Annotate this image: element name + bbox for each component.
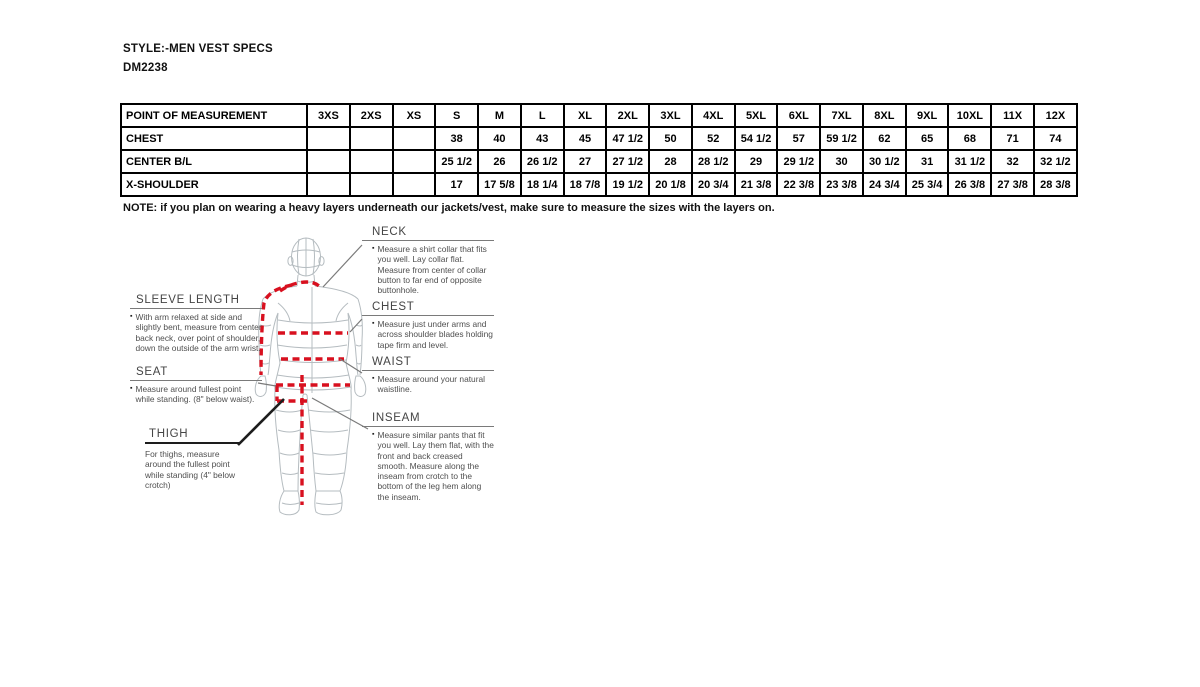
body-wireframe: [255, 238, 366, 515]
label-inseam-title: INSEAM: [362, 412, 494, 427]
table-cell: 74: [1034, 127, 1077, 150]
style-code: DM2238: [123, 62, 168, 74]
table-cell: [307, 150, 350, 173]
size-chart-container: [120, 103, 1076, 197]
table-cell: 52: [692, 127, 735, 150]
table-row: [121, 127, 1077, 150]
bullet-icon: ▪: [130, 385, 133, 392]
label-chest-desc: Measure just under arms and across shoulder blades holding tape firm and level.: [377, 319, 493, 350]
column-header-3xs: 3XS: [307, 104, 350, 127]
table-cell: 26 1/2: [521, 150, 564, 173]
table-cell: [350, 173, 393, 196]
label-sleeve-length: [130, 294, 262, 353]
label-waist: [362, 356, 494, 395]
table-cell: 27 1/2: [606, 150, 649, 173]
column-header-xs: XS: [393, 104, 436, 127]
column-header-3xl: 3XL: [649, 104, 692, 127]
table-cell: 17: [435, 173, 478, 196]
bullet-icon: ▪: [130, 313, 133, 320]
label-sleeve-length-title: SLEEVE LENGTH: [130, 294, 262, 309]
table-cell: 54 1/2: [735, 127, 778, 150]
row-label: CENTER B/L: [121, 150, 307, 173]
table-cell: 28 3/8: [1034, 173, 1077, 196]
table-cell: 30 1/2: [863, 150, 906, 173]
label-neck: [362, 226, 494, 295]
table-cell: 62: [863, 127, 906, 150]
table-cell: 20 1/8: [649, 173, 692, 196]
table-cell: 32: [991, 150, 1034, 173]
header-point-of-measurement: POINT OF MEASUREMENT: [121, 104, 307, 127]
label-chest: [362, 301, 494, 350]
table-cell: 40: [478, 127, 521, 150]
row-label: X-SHOULDER: [121, 173, 307, 196]
table-cell: 28: [649, 150, 692, 173]
table-cell: 25 3/4: [906, 173, 949, 196]
label-waist-desc: Measure around your natural waistline.: [377, 374, 486, 395]
label-inseam: [362, 412, 494, 502]
table-cell: 30: [820, 150, 863, 173]
table-cell: 31 1/2: [948, 150, 991, 173]
column-header-2xl: 2XL: [606, 104, 649, 127]
table-cell: 32 1/2: [1034, 150, 1077, 173]
label-seat-desc: Measure around fullest point while standing. (8" below waist).: [135, 384, 255, 405]
column-header-12x: 12X: [1034, 104, 1077, 127]
table-cell: [350, 150, 393, 173]
column-header-8xl: 8XL: [863, 104, 906, 127]
table-cell: 23 3/8: [820, 173, 863, 196]
waist-callout: [340, 359, 362, 373]
table-cell: 38: [435, 127, 478, 150]
table-cell: 21 3/8: [735, 173, 778, 196]
column-header-s: S: [435, 104, 478, 127]
table-cell: 26 3/8: [948, 173, 991, 196]
table-cell: [307, 127, 350, 150]
bullet-icon: ▪: [372, 431, 375, 438]
style-title: STYLE:-MEN VEST SPECS: [123, 43, 273, 55]
label-sleeve-length-desc: With arm relaxed at side and slightly bent, measure from center back neck, over point of shoulder, down the outside of the arm wrist.: [135, 312, 262, 353]
table-cell: 50: [649, 127, 692, 150]
table-row: [121, 173, 1077, 196]
label-thigh-title: THIGH: [145, 428, 241, 444]
bullet-icon: ▪: [372, 320, 375, 327]
size-table: [120, 103, 1078, 197]
column-header-7xl: 7XL: [820, 104, 863, 127]
label-seat: [130, 366, 262, 405]
row-label: CHEST: [121, 127, 307, 150]
table-cell: 45: [564, 127, 607, 150]
measurement-lines: [261, 282, 350, 505]
label-neck-title: NECK: [362, 226, 494, 241]
table-cell: [350, 127, 393, 150]
label-waist-title: WAIST: [362, 356, 494, 371]
table-cell: 71: [991, 127, 1034, 150]
table-cell: 20 3/4: [692, 173, 735, 196]
column-header-5xl: 5XL: [735, 104, 778, 127]
table-header-row: [121, 104, 1077, 127]
table-cell: 65: [906, 127, 949, 150]
table-cell: 29: [735, 150, 778, 173]
note-text: NOTE: if you plan on wearing a heavy layers underneath our jackets/vest, make sure to measure the sizes with the layers on.: [123, 202, 775, 214]
column-header-4xl: 4XL: [692, 104, 735, 127]
table-cell: 27 3/8: [991, 173, 1034, 196]
label-seat-title: SEAT: [130, 366, 262, 381]
table-cell: [393, 127, 436, 150]
table-cell: 27: [564, 150, 607, 173]
table-cell: 47 1/2: [606, 127, 649, 150]
table-cell: [307, 173, 350, 196]
label-thigh-desc: For thighs, measure around the fullest point while standing (4" below crotch): [145, 449, 236, 490]
table-cell: 31: [906, 150, 949, 173]
column-header-l: L: [521, 104, 564, 127]
table-cell: 22 3/8: [777, 173, 820, 196]
column-header-xl: XL: [564, 104, 607, 127]
label-chest-title: CHEST: [362, 301, 494, 316]
inseam-callout: [312, 398, 368, 429]
table-cell: 25 1/2: [435, 150, 478, 173]
bullet-icon: ▪: [372, 375, 375, 382]
table-cell: 26: [478, 150, 521, 173]
table-cell: 59 1/2: [820, 127, 863, 150]
table-cell: 68: [948, 127, 991, 150]
column-header-6xl: 6XL: [777, 104, 820, 127]
column-header-11x: 11X: [991, 104, 1034, 127]
column-header-10xl: 10XL: [948, 104, 991, 127]
label-neck-desc: Measure a shirt collar that fits you well. Lay collar flat. Measure from center of collar button to far end of opposite buttonhole.: [377, 244, 487, 295]
table-cell: 57: [777, 127, 820, 150]
table-cell: 29 1/2: [777, 150, 820, 173]
table-cell: 24 3/4: [863, 173, 906, 196]
table-cell: [393, 150, 436, 173]
table-cell: 28 1/2: [692, 150, 735, 173]
column-header-2xs: 2XS: [350, 104, 393, 127]
table-cell: 18 1/4: [521, 173, 564, 196]
column-header-m: M: [478, 104, 521, 127]
table-cell: 43: [521, 127, 564, 150]
neck-callout: [323, 245, 362, 287]
bullet-icon: ▪: [372, 245, 375, 252]
table-row: [121, 150, 1077, 173]
table-cell: 17 5/8: [478, 173, 521, 196]
label-inseam-desc: Measure similar pants that fit you well. Lay them flat, with the front and back creased smooth. Measure along the inseam from crotch to the bottom of the leg hem along the inseam.: [377, 430, 494, 502]
table-cell: 19 1/2: [606, 173, 649, 196]
label-thigh: [145, 428, 241, 490]
table-cell: 18 7/8: [564, 173, 607, 196]
table-cell: [393, 173, 436, 196]
column-header-9xl: 9XL: [906, 104, 949, 127]
